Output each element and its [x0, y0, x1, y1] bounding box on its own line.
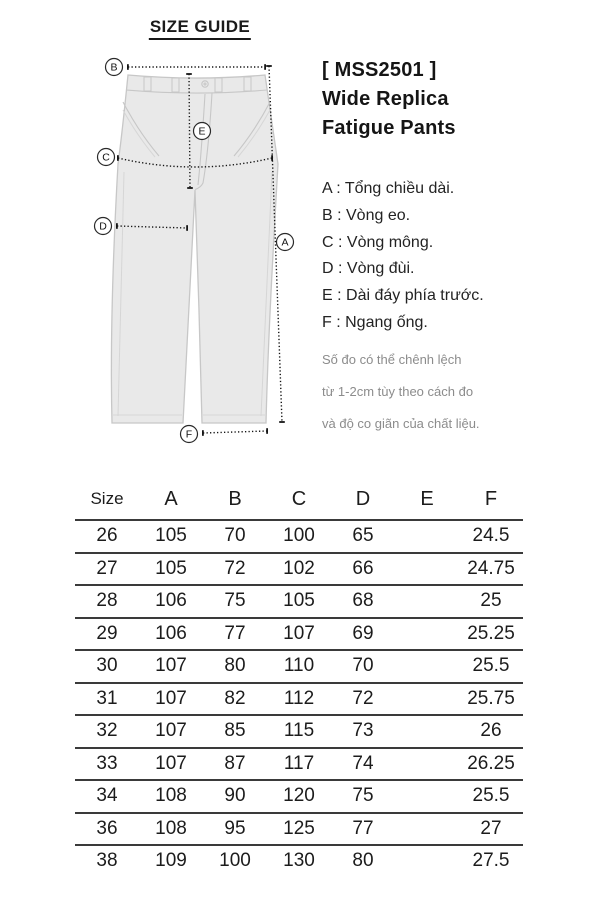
table-cell-c: 117: [283, 752, 315, 774]
marker-letter-d: D: [99, 220, 107, 233]
marker-letter-b: B: [110, 61, 118, 74]
note-line: từ 1-2cm tùy theo cách đo: [322, 384, 474, 399]
belt-loop: [144, 77, 151, 91]
note-line: và độ co giãn của chất liệu.: [322, 416, 480, 431]
table-row: [75, 553, 523, 586]
legend-item-c: C : Vòng mông.: [322, 233, 434, 251]
table-cell-f: 26: [480, 720, 502, 742]
table-cell-d: 65: [352, 525, 374, 547]
belt-loop: [215, 78, 222, 92]
table-cell-d: 75: [352, 785, 374, 807]
size-table: [75, 479, 523, 877]
tolerance-note: [322, 344, 480, 440]
table-cell-c: 120: [283, 785, 315, 807]
table-cell-size: 32: [96, 720, 118, 742]
marker-waist: [106, 59, 267, 76]
table-cell-c: 102: [283, 557, 315, 579]
column-header-b: B: [228, 487, 242, 510]
table-cell-c: 107: [283, 622, 315, 644]
table-cell-d: 66: [352, 557, 374, 579]
table-cell-c: 105: [283, 590, 315, 612]
table-cell-e: [395, 585, 459, 618]
table-cell-f: 25.25: [467, 622, 515, 644]
table-cell-size: 29: [96, 622, 118, 644]
table-cell-b: 82: [224, 687, 246, 709]
table-cell-d: 70: [352, 655, 374, 677]
marker-letter-f: F: [185, 428, 193, 441]
table-cell-b: 80: [224, 655, 246, 677]
table-cell-c: 112: [283, 687, 315, 709]
table-row: [75, 845, 523, 877]
column-header-d: D: [355, 487, 371, 510]
legend-item-b: B : Vòng eo.: [322, 206, 411, 224]
table-cell-f: 25: [480, 590, 502, 612]
table-cell-c: 115: [283, 720, 315, 742]
marker-leg-opening: [181, 426, 269, 443]
table-cell-size: 31: [96, 687, 118, 709]
table-cell-d: 69: [352, 622, 374, 644]
product-name-line2: Fatigue Pants: [322, 117, 456, 139]
table-cell-a: 107: [155, 655, 187, 677]
size-table-body: [75, 520, 523, 877]
table-cell-size: 36: [96, 817, 118, 839]
table-row: [75, 585, 523, 618]
table-cell-e: [395, 748, 459, 781]
table-cell-e: [395, 650, 459, 683]
table-row: [75, 715, 523, 748]
table-cell-a: 108: [155, 785, 187, 807]
table-cell-d: 72: [352, 687, 374, 709]
table-cell-size: 33: [96, 752, 118, 774]
marker-letter-e: E: [198, 125, 206, 138]
table-cell-size: 34: [96, 785, 118, 807]
marker-letter-c: C: [102, 151, 110, 164]
table-cell-e: [395, 715, 459, 748]
column-header-f: F: [484, 487, 498, 510]
table-row: [75, 618, 523, 651]
table-cell-f: 24.75: [467, 557, 515, 579]
table-cell-f: 25.5: [472, 785, 510, 807]
table-cell-d: 80: [352, 850, 374, 872]
marker-letter-a: A: [281, 236, 289, 249]
note-line: Số đo có thể chênh lệch: [322, 352, 462, 367]
product-block: [322, 56, 456, 143]
table-cell-b: 85: [224, 720, 246, 742]
table-row: [75, 780, 523, 813]
table-cell-d: 73: [352, 720, 374, 742]
table-cell-b: 90: [224, 785, 246, 807]
table-cell-size: 26: [96, 525, 118, 547]
table-cell-c: 130: [283, 850, 315, 872]
column-header-e: E: [420, 487, 434, 510]
product-code: [ MSS2501 ]: [322, 59, 437, 81]
table-cell-c: 100: [283, 525, 315, 547]
table-cell-b: 75: [224, 590, 246, 612]
belt-loop: [244, 77, 251, 91]
table-cell-f: 26.25: [467, 752, 515, 774]
legend-item-a: A : Tổng chiều dài.: [322, 180, 455, 197]
table-cell-b: 95: [224, 817, 246, 839]
table-cell-e: [395, 780, 459, 813]
table-cell-f: 27: [480, 817, 502, 839]
table-cell-a: 107: [155, 687, 187, 709]
table-cell-f: 25.5: [472, 655, 510, 677]
legend-item-d: D : Vòng đùi.: [322, 260, 415, 278]
table-row: [75, 683, 523, 716]
legend-item-e: E : Dài đáy phía trước.: [322, 287, 484, 305]
page-title: SIZE GUIDE: [149, 17, 251, 40]
table-cell-d: 77: [352, 817, 374, 839]
table-cell-a: 106: [155, 590, 187, 612]
table-cell-d: 68: [352, 590, 374, 612]
table-cell-size: 38: [96, 850, 118, 872]
table-row: [75, 813, 523, 846]
table-cell-e: [395, 683, 459, 716]
table-cell-a: 107: [155, 752, 187, 774]
header-row: [75, 479, 523, 520]
table-cell-f: 24.5: [472, 525, 510, 547]
table-cell-b: 100: [219, 850, 251, 872]
table-cell-b: 77: [224, 622, 246, 644]
table-cell-e: [395, 520, 459, 553]
product-name-line1: Wide Replica: [322, 88, 449, 110]
table-cell-size: 28: [96, 590, 118, 612]
table-cell-c: 110: [283, 655, 315, 677]
table-cell-size: 27: [96, 557, 118, 579]
table-cell-d: 74: [352, 752, 374, 774]
table-cell-a: 105: [155, 557, 187, 579]
table-cell-e: [395, 618, 459, 651]
measurement-legend: [322, 176, 484, 337]
table-cell-c: 125: [283, 817, 315, 839]
table-cell-a: 109: [155, 850, 187, 872]
table-cell-e: [395, 845, 459, 877]
table-cell-b: 70: [224, 525, 246, 547]
table-cell-a: 105: [155, 525, 187, 547]
column-header-a: A: [164, 487, 178, 510]
belt-loop: [172, 78, 179, 92]
table-cell-a: 107: [155, 720, 187, 742]
table-cell-a: 108: [155, 817, 187, 839]
pants-size-diagram: [60, 52, 310, 462]
table-cell-e: [395, 813, 459, 846]
table-row: [75, 520, 523, 553]
table-cell-f: 25.75: [467, 687, 515, 709]
legend-item-f: F : Ngang ống.: [322, 313, 428, 331]
table-cell-size: 30: [96, 655, 118, 677]
table-cell-b: 87: [224, 752, 246, 774]
table-row: [75, 650, 523, 683]
table-cell-b: 72: [224, 557, 246, 579]
table-cell-e: [395, 553, 459, 586]
table-cell-f: 27.5: [472, 850, 510, 872]
column-header-c: C: [291, 487, 307, 510]
column-header-size: Size: [90, 489, 124, 508]
table-row: [75, 748, 523, 781]
table-cell-a: 106: [155, 622, 187, 644]
size-table-header: [75, 479, 523, 520]
